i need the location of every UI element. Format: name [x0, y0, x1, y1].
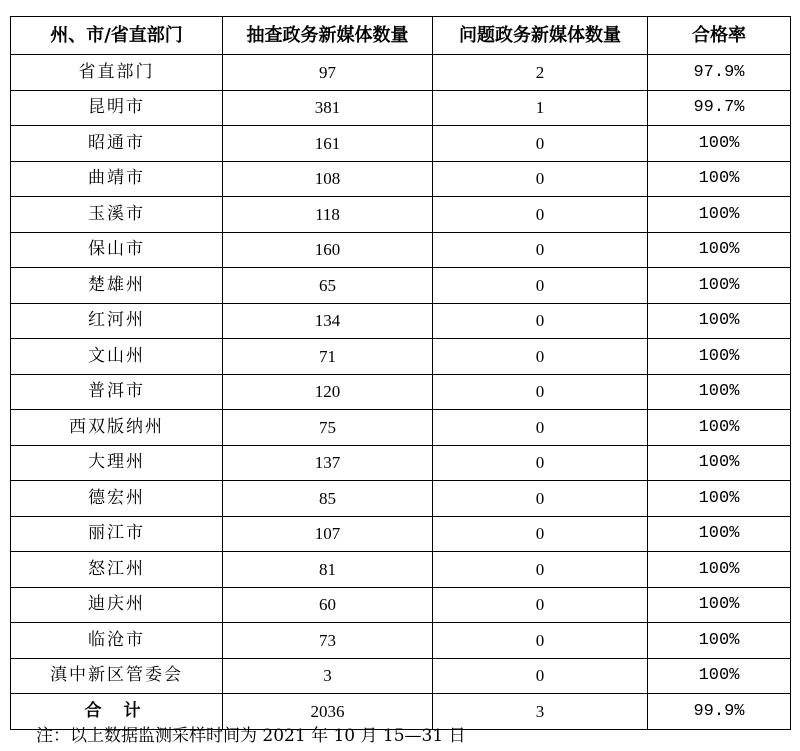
checked-count-cell: 118 [223, 197, 433, 233]
table-row [11, 587, 791, 623]
problem-count-cell: 0 [433, 481, 648, 517]
table-row [11, 55, 791, 91]
table-footer [11, 694, 791, 730]
checked-count-cell: 71 [223, 339, 433, 375]
region-name-cell: 文山州 [11, 339, 223, 375]
pass-rate-cell: 100% [648, 410, 791, 446]
total-problem: 3 [433, 694, 648, 730]
problem-count-cell: 0 [433, 126, 648, 162]
pass-rate-cell: 100% [648, 126, 791, 162]
problem-count-cell: 0 [433, 516, 648, 552]
checked-count-cell: 108 [223, 161, 433, 197]
checked-count-cell: 60 [223, 587, 433, 623]
problem-count-cell: 0 [433, 161, 648, 197]
inspection-table [10, 16, 791, 730]
checked-count-cell: 97 [223, 55, 433, 91]
region-name-cell: 省直部门 [11, 55, 223, 91]
problem-count-cell: 0 [433, 410, 648, 446]
checked-count-cell: 107 [223, 516, 433, 552]
region-name-cell: 大理州 [11, 445, 223, 481]
table-row [11, 90, 791, 126]
total-label: 合 计 [11, 694, 223, 730]
problem-count-cell: 0 [433, 587, 648, 623]
region-name-cell: 临沧市 [11, 623, 223, 659]
table-row [11, 623, 791, 659]
table-row [11, 481, 791, 517]
total-row [11, 694, 791, 730]
pass-rate-cell: 100% [648, 268, 791, 304]
table-row [11, 410, 791, 446]
problem-count-cell: 0 [433, 658, 648, 694]
region-name-cell: 红河州 [11, 303, 223, 339]
problem-count-cell: 0 [433, 445, 648, 481]
table-row [11, 126, 791, 162]
problem-count-cell: 2 [433, 55, 648, 91]
pass-rate-cell: 100% [648, 303, 791, 339]
pass-rate-cell: 100% [648, 623, 791, 659]
problem-count-cell: 0 [433, 552, 648, 588]
checked-count-cell: 75 [223, 410, 433, 446]
problem-count-cell: 0 [433, 268, 648, 304]
region-name-cell: 普洱市 [11, 374, 223, 410]
checked-count-cell: 134 [223, 303, 433, 339]
region-name-cell: 滇中新区管委会 [11, 658, 223, 694]
checked-count-cell: 81 [223, 552, 433, 588]
region-name-cell: 昭通市 [11, 126, 223, 162]
checked-count-cell: 73 [223, 623, 433, 659]
pass-rate-cell: 100% [648, 197, 791, 233]
table-row [11, 161, 791, 197]
pass-rate-cell: 100% [648, 374, 791, 410]
problem-count-cell: 0 [433, 232, 648, 268]
region-name-cell: 迪庆州 [11, 587, 223, 623]
pass-rate-cell: 100% [648, 658, 791, 694]
problem-count-cell: 0 [433, 339, 648, 375]
pass-rate-cell: 100% [648, 587, 791, 623]
checked-count-cell: 65 [223, 268, 433, 304]
problem-count-cell: 0 [433, 303, 648, 339]
table-row [11, 658, 791, 694]
footnote: 注：以上数据监测采样时间为 2021 年 10 月 15—31 日 [36, 726, 466, 746]
table-row [11, 197, 791, 233]
region-name-cell: 西双版纳州 [11, 410, 223, 446]
checked-count-cell: 381 [223, 90, 433, 126]
header-problem-count: 问题政务新媒体数量 [433, 17, 648, 55]
region-name-cell: 怒江州 [11, 552, 223, 588]
region-name-cell: 丽江市 [11, 516, 223, 552]
header-row [11, 17, 791, 55]
checked-count-cell: 160 [223, 232, 433, 268]
problem-count-cell: 1 [433, 90, 648, 126]
table-body [11, 55, 791, 694]
total-checked: 2036 [223, 694, 433, 730]
table-row [11, 552, 791, 588]
total-rate: 99.9% [648, 694, 791, 730]
problem-count-cell: 0 [433, 623, 648, 659]
pass-rate-cell: 100% [648, 516, 791, 552]
header-region: 州、市/省直部门 [11, 17, 223, 55]
pass-rate-cell: 100% [648, 161, 791, 197]
header-checked-count: 抽查政务新媒体数量 [223, 17, 433, 55]
checked-count-cell: 85 [223, 481, 433, 517]
pass-rate-cell: 100% [648, 445, 791, 481]
table-row [11, 516, 791, 552]
problem-count-cell: 0 [433, 197, 648, 233]
table-row [11, 445, 791, 481]
table-row [11, 232, 791, 268]
table-row [11, 303, 791, 339]
region-name-cell: 德宏州 [11, 481, 223, 517]
region-name-cell: 曲靖市 [11, 161, 223, 197]
checked-count-cell: 3 [223, 658, 433, 694]
region-name-cell: 楚雄州 [11, 268, 223, 304]
region-name-cell: 保山市 [11, 232, 223, 268]
pass-rate-cell: 100% [648, 481, 791, 517]
region-name-cell: 昆明市 [11, 90, 223, 126]
pass-rate-cell: 99.7% [648, 90, 791, 126]
checked-count-cell: 161 [223, 126, 433, 162]
region-name-cell: 玉溪市 [11, 197, 223, 233]
table-row [11, 374, 791, 410]
table-row [11, 268, 791, 304]
header-pass-rate: 合格率 [648, 17, 791, 55]
table-header [11, 17, 791, 55]
pass-rate-cell: 100% [648, 232, 791, 268]
checked-count-cell: 120 [223, 374, 433, 410]
pass-rate-cell: 100% [648, 552, 791, 588]
table-row [11, 339, 791, 375]
checked-count-cell: 137 [223, 445, 433, 481]
pass-rate-cell: 100% [648, 339, 791, 375]
pass-rate-cell: 97.9% [648, 55, 791, 91]
problem-count-cell: 0 [433, 374, 648, 410]
